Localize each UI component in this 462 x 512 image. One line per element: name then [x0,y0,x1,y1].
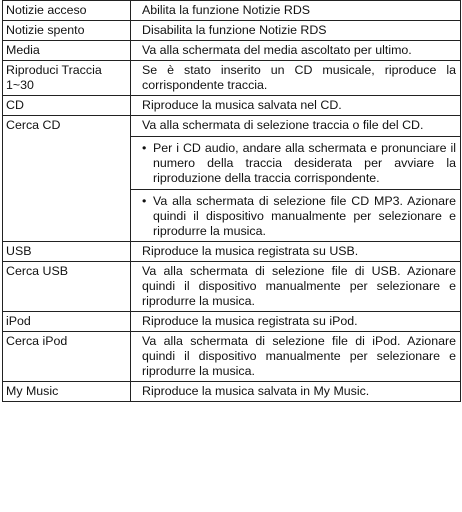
table-row [3,61,461,96]
description-cell: Se è stato inserito un CD musicale, riproduce la corrispondente traccia. [131,61,461,96]
table-row [3,41,461,61]
table-row [3,242,461,262]
description-cell: Va alla schermata di selezione file di iPod. Azionare quindi il dispositivo manualmente per selezionare e riprodurre la musica. [131,332,461,382]
voice-command-document [2,0,460,402]
command-cell: Cerca iPod [3,332,131,382]
description-cell: Disabilita la funzione Notizie RDS [131,21,461,41]
description-cell: Riproduce la musica salvata nel CD. [131,96,461,116]
bullet-text: Va alla schermata di selezione file CD MP3. Azionare quindi il dispositivo manualmente per selezionare e riprodurre la musica. [153,194,456,238]
table-row [3,96,461,116]
bullet-item [131,189,460,239]
command-cell: My Music [3,382,131,402]
command-cell: Notizie spento [3,21,131,41]
description-cell: Va alla schermata di selezione file di USB. Azionare quindi il dispositivo manualmente per selezionare e riprodurre la musica. [131,262,461,312]
table-row [3,262,461,312]
voice-command-table [2,0,461,402]
table-row [3,332,461,382]
table-row [3,1,461,21]
description-cell [131,116,461,242]
description-cell: Va alla schermata del media ascoltato per ultimo. [131,41,461,61]
table-row [3,116,461,242]
command-cell: Notizie acceso [3,1,131,21]
description-cell: Riproduce la musica registrata su iPod. [131,312,461,332]
command-cell: USB [3,242,131,262]
bullet-text: Per i CD audio, andare alla schermata e pronunciare il numero della traccia desiderata per avviare la riproduzione della traccia corrispondente. [153,141,456,185]
command-cell: Cerca USB [3,262,131,312]
command-cell: Riproduci Traccia 1~30 [3,61,131,96]
description-text: Va alla schermata di selezione traccia o file del CD. [142,118,424,132]
bullet-icon: • [142,194,147,208]
description-cell: Riproduce la musica salvata in My Music. [131,382,461,402]
description-cell: Riproduce la musica registrata su USB. [131,242,461,262]
command-cell: iPod [3,312,131,332]
table-row [3,382,461,402]
table-row [3,312,461,332]
bullet-item [131,136,460,186]
table-row [3,21,461,41]
command-cell: Cerca CD [3,116,131,242]
command-cell: Media [3,41,131,61]
description-cell: Abilita la funzione Notizie RDS [131,1,461,21]
command-cell: CD [3,96,131,116]
bullet-icon: • [142,141,147,155]
